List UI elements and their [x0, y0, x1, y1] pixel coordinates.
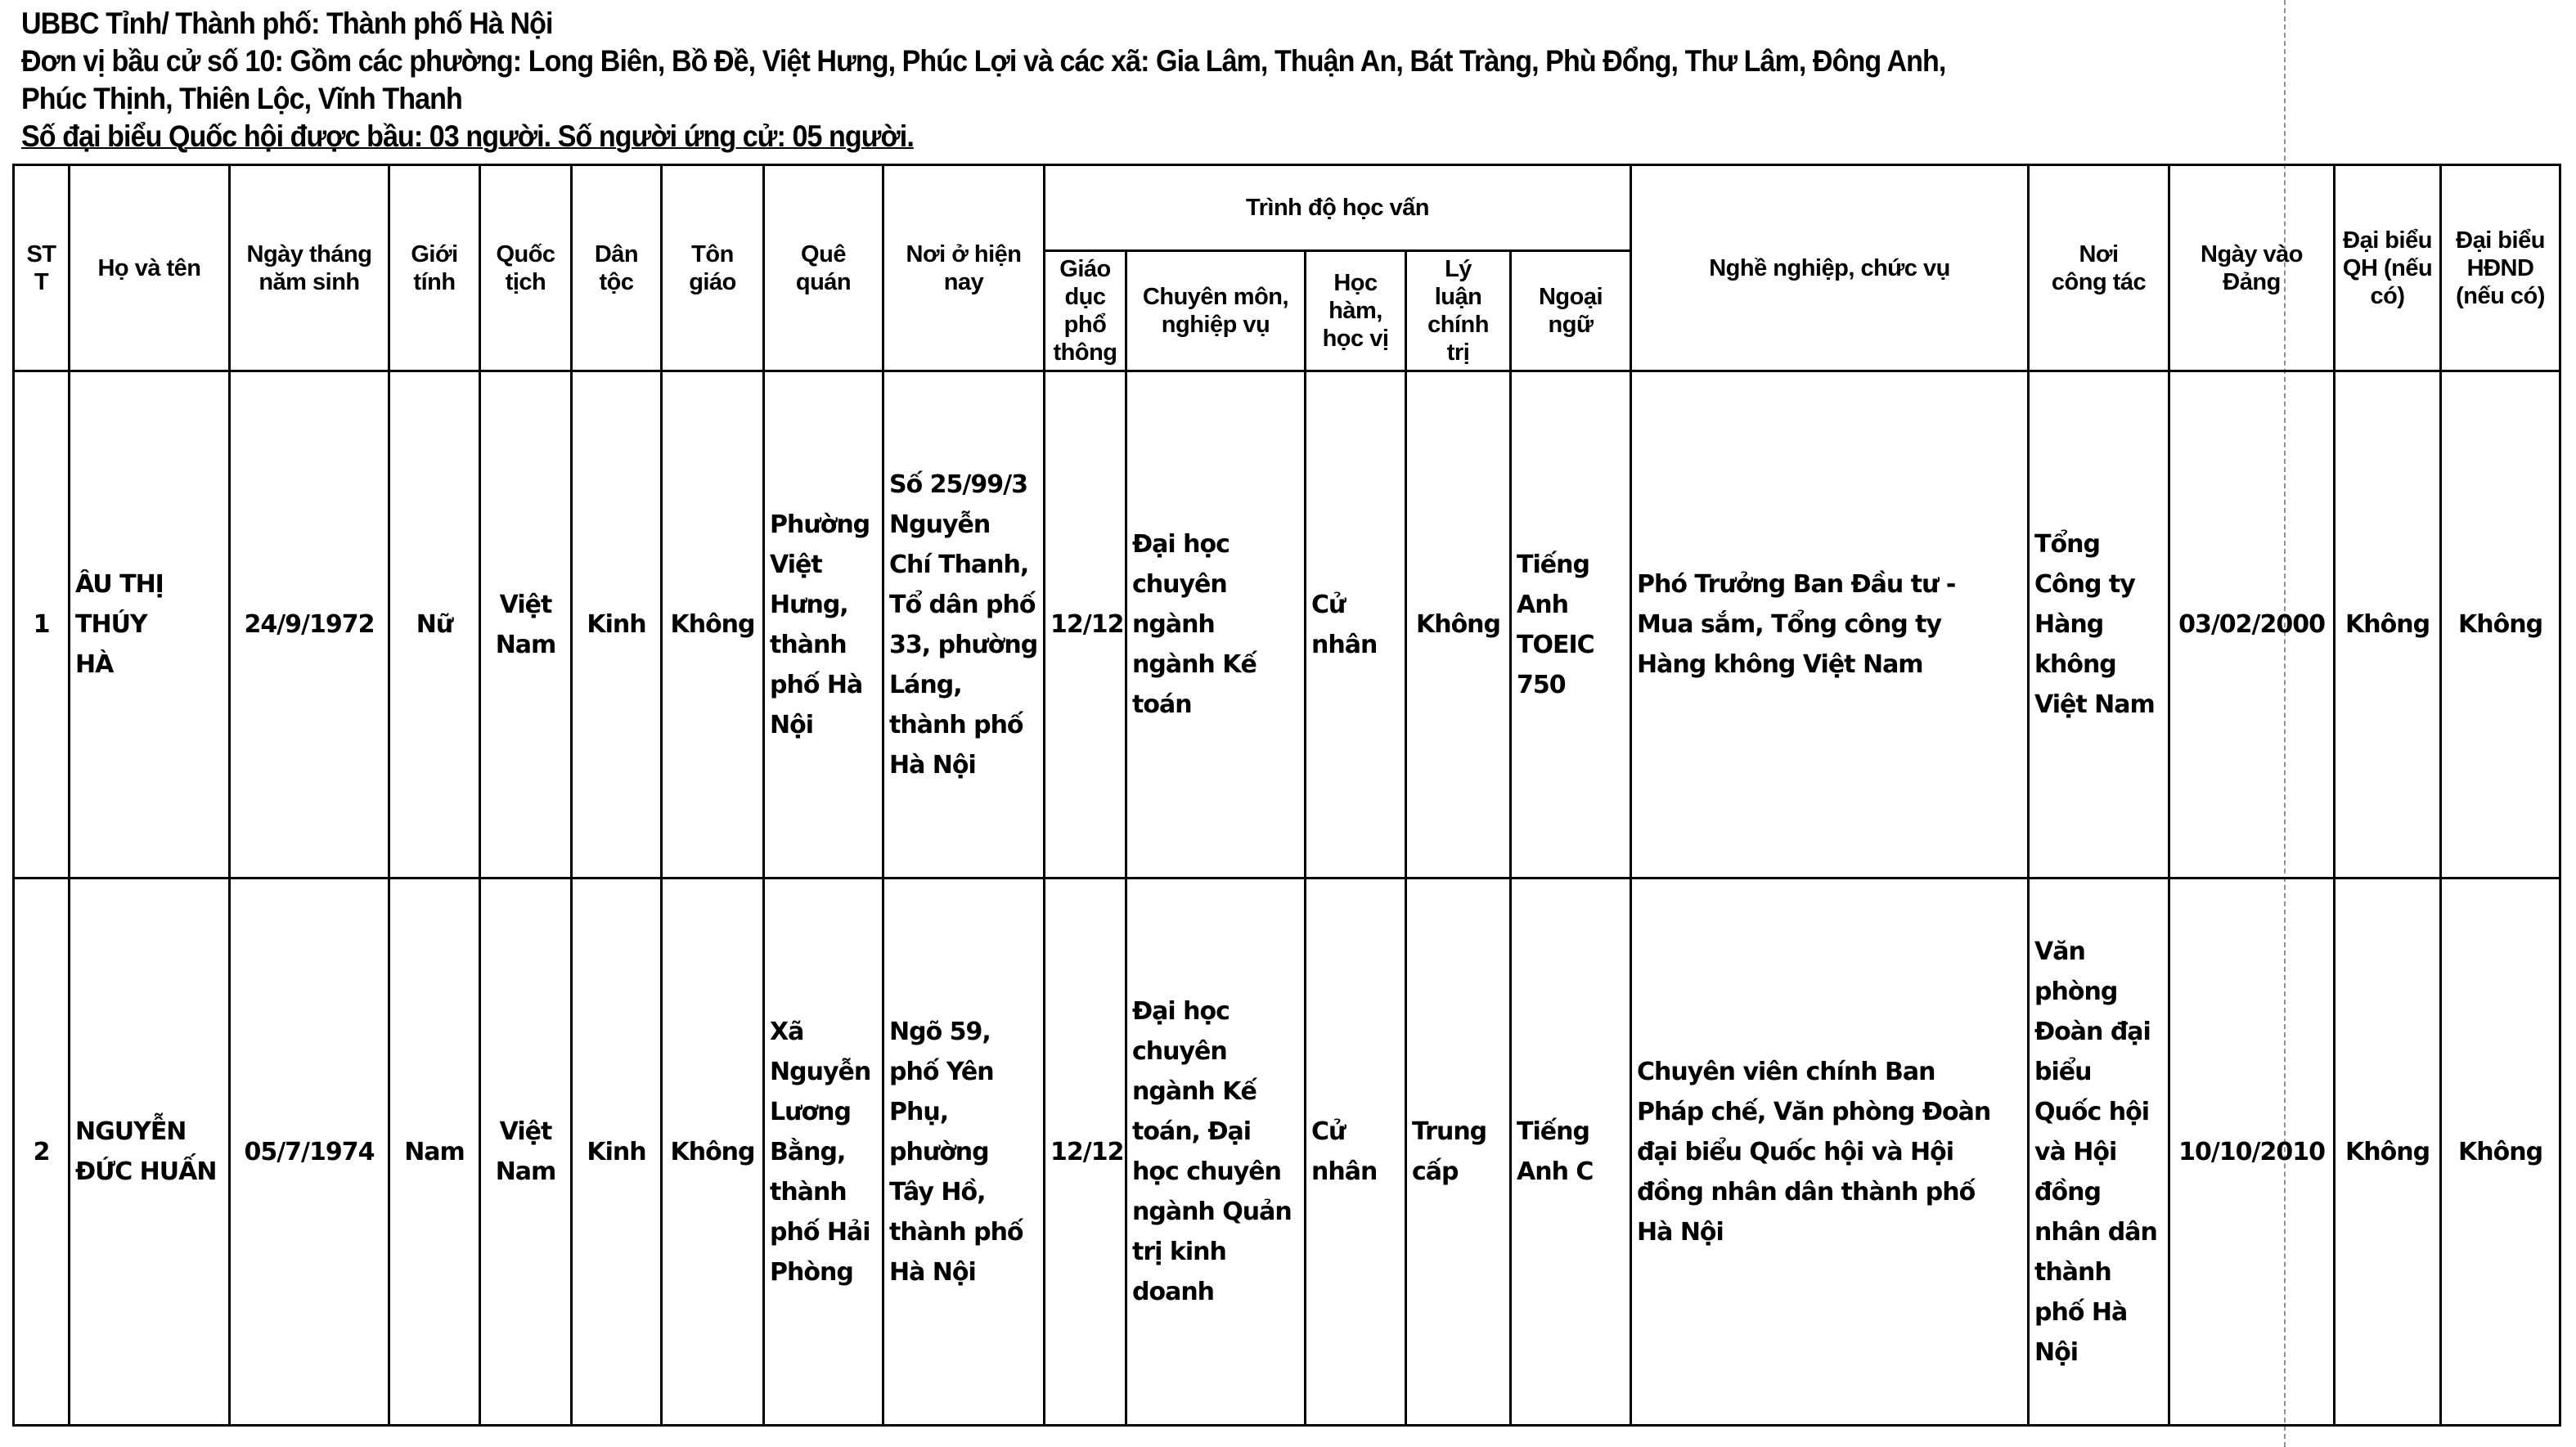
cell-pc-delegate: Không — [2441, 879, 2560, 1426]
cell-general-edu: 12/12 — [1045, 371, 1126, 879]
cell-residence: Ngõ 59, phố Yên Phụ, phường Tây Hồ, thành phố Hà Nội — [883, 879, 1045, 1426]
col-header-party-date: Ngày vào Đảng — [2169, 165, 2335, 371]
col-header-general-edu: Giáo dục phổ thông — [1045, 251, 1126, 371]
col-header-specialty: Chuyên môn, nghiệp vụ — [1126, 251, 1306, 371]
document-header — [21, 5, 2354, 155]
header-row — [14, 165, 2560, 251]
cell-dob: 24/9/1972 — [230, 371, 389, 879]
cell-name: NGUYỄN ĐỨC HUẤN — [70, 879, 230, 1426]
cell-gender: Nam — [389, 879, 480, 1426]
col-header-ethnicity: Dân tộc — [572, 165, 662, 371]
cell-workplace: Văn phòng Đoàn đại biểu Quốc hội và Hội đồng nhân dân thành phố Hà Nội — [2029, 879, 2169, 1426]
col-header-gender: Giới tính — [389, 165, 480, 371]
cell-degree: Cử nhân — [1306, 371, 1406, 879]
cell-nationality: Việt Nam — [480, 371, 572, 879]
candidate-table — [12, 164, 2561, 1427]
col-header-na-delegate: Đại biểu QH (nếu có) — [2335, 165, 2441, 371]
cell-nationality: Việt Nam — [480, 879, 572, 1426]
col-header-education-group: Trình độ học vấn — [1045, 165, 1631, 251]
cell-gender: Nữ — [389, 371, 480, 879]
col-header-pc-delegate: Đại biểu HĐND (nếu có) — [2441, 165, 2560, 371]
cell-workplace: Tổng Công ty Hàng không Việt Nam — [2029, 371, 2169, 879]
cell-general-edu: 12/12 — [1045, 879, 1126, 1426]
col-header-political-theory: Lý luận chính trị — [1406, 251, 1511, 371]
col-header-religion: Tôn giáo — [662, 165, 764, 371]
col-header-dob: Ngày tháng năm sinh — [230, 165, 389, 371]
col-header-workplace: Nơi công tác — [2029, 165, 2169, 371]
cell-ethnicity: Kinh — [572, 879, 662, 1426]
cell-pc-delegate: Không — [2441, 371, 2560, 879]
col-header-residence: Nơi ở hiện nay — [883, 165, 1045, 371]
delegate-count-line: Số đại biểu Quốc hội được bầu: 03 người. Số người ứng cử: 05 người. — [21, 119, 914, 153]
cell-occupation: Phó Trưởng Ban Đầu tư - Mua sắm, Tổng công ty Hàng không Việt Nam — [1631, 371, 2029, 879]
cell-party-date: 10/10/2010 — [2169, 879, 2335, 1426]
election-committee-line: UBBC Tỉnh/ Thành phố: Thành phố Hà Nội — [21, 7, 553, 40]
col-header-hometown: Quê quán — [764, 165, 883, 371]
electoral-unit-line-continued: Phúc Thịnh, Thiên Lộc, Vĩnh Thanh — [21, 82, 462, 115]
cell-party-date: 03/02/2000 — [2169, 371, 2335, 879]
cell-foreign-lang: Tiếng Anh C — [1511, 879, 1631, 1426]
cell-hometown: Xã Nguyễn Lương Bằng, thành phố Hải Phòng — [764, 879, 883, 1426]
cell-na-delegate: Không — [2335, 879, 2441, 1426]
cell-stt: 2 — [14, 879, 70, 1426]
col-header-occupation: Nghề nghiệp, chức vụ — [1631, 165, 2029, 371]
table-row — [14, 371, 2560, 879]
cell-specialty: Đại học chuyên ngành ngành Kế toán — [1126, 371, 1306, 879]
cell-political-theory: Trung cấp — [1406, 879, 1511, 1426]
col-header-name: Họ và tên — [70, 165, 230, 371]
table-row — [14, 879, 2560, 1426]
cell-degree: Cử nhân — [1306, 879, 1406, 1426]
cell-ethnicity: Kinh — [572, 371, 662, 879]
col-header-stt: ST T — [14, 165, 70, 371]
cell-residence: Số 25/99/3 Nguyễn Chí Thanh, Tổ dân phố 33, phường Láng, thành phố Hà Nội — [883, 371, 1045, 879]
col-header-degree: Học hàm, học vị — [1306, 251, 1406, 371]
cell-na-delegate: Không — [2335, 371, 2441, 879]
cell-name: ÂU THỊ THÚY HÀ — [70, 371, 230, 879]
cell-political-theory: Không — [1406, 371, 1511, 879]
cell-occupation: Chuyên viên chính Ban Pháp chế, Văn phòng Đoàn đại biểu Quốc hội và Hội đồng nhân dân thành phố Hà Nội — [1631, 879, 2029, 1426]
cell-stt: 1 — [14, 371, 70, 879]
cell-religion: Không — [662, 879, 764, 1426]
col-header-foreign-lang: Ngoại ngữ — [1511, 251, 1631, 371]
cell-dob: 05/7/1974 — [230, 879, 389, 1426]
cell-religion: Không — [662, 371, 764, 879]
electoral-unit-line: Đơn vị bầu cử số 10: Gồm các phường: Long Biên, Bồ Đề, Việt Hưng, Phúc Lợi và các xã: Gia Lâm, Thuận An, Bát Tràng, Phù Đổng, Thư Lâm, Đông Anh, — [21, 44, 1946, 78]
cell-foreign-lang: Tiếng Anh TOEIC 750 — [1511, 371, 1631, 879]
col-header-nationality: Quốc tịch — [480, 165, 572, 371]
cell-hometown: Phường Việt Hưng, thành phố Hà Nội — [764, 371, 883, 879]
cell-specialty: Đại học chuyên ngành Kế toán, Đại học chuyên ngành Quản trị kinh doanh — [1126, 879, 1306, 1426]
